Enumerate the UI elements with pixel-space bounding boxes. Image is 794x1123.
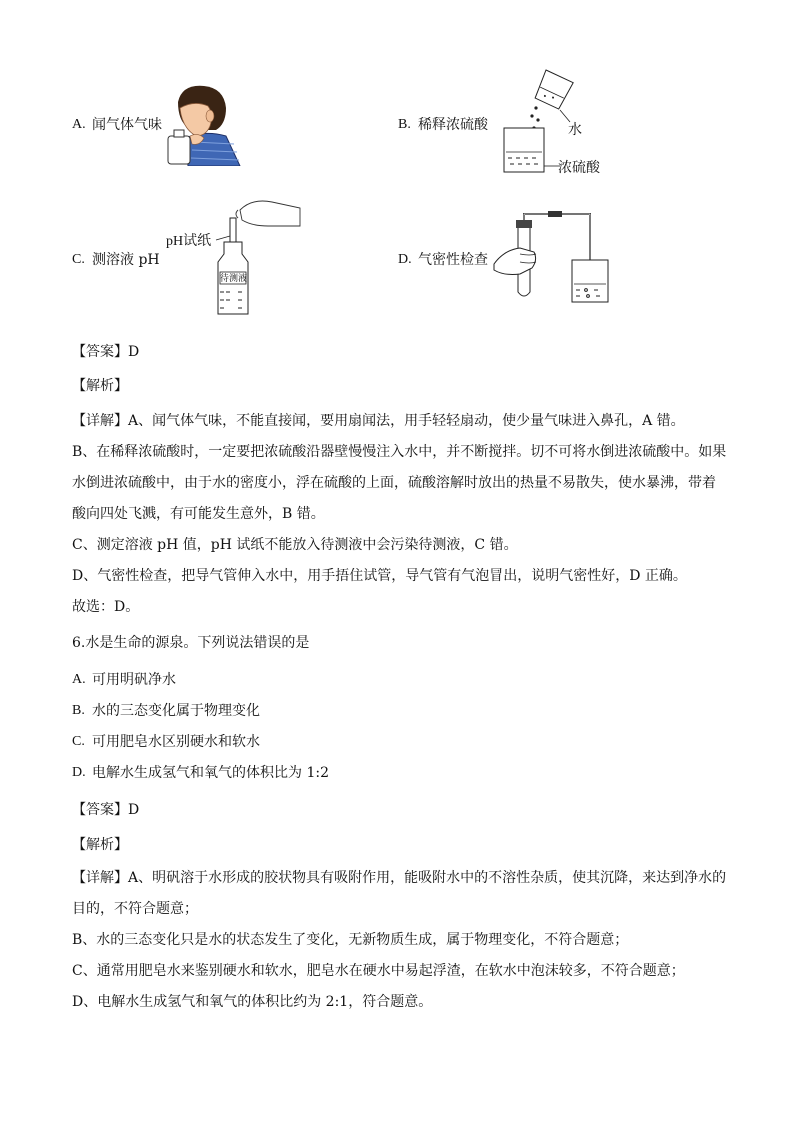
q6-option-a-text: 可用明矾净水	[92, 672, 176, 688]
q5-analysis-line: C、测定溶液 pH 值，pH 试纸不能放入待测液中会污染待测液，C 错。	[72, 537, 518, 553]
q5-analysis-line: D、气密性检查，把导气管伸入水中，用手捂住试管，导气管有气泡冒出，说明气密性好，D 正确。	[72, 568, 687, 584]
q5-option-d-letter: D.	[398, 252, 412, 267]
q6-option-b-letter: B.	[72, 703, 85, 718]
q5-option-a-letter: A.	[72, 117, 86, 132]
q6-analysis-title: 【解析】	[72, 837, 128, 853]
q5-analysis-line: 故选：D。	[72, 599, 140, 615]
q5-analysis-line: B、在稀释浓硫酸时，一定要把浓硫酸沿器壁慢慢注入水中，并不断搅拌。切不可将水倒进浓硫酸中。如果	[72, 444, 727, 460]
q6-analysis-line: 目的，不符合题意；	[72, 901, 198, 917]
q6-analysis-line: C、通常用肥皂水来鉴别硬水和软水，肥皂水在硬水中易起浮渣，在软水中泡沫较多，不符合题意；	[72, 963, 685, 979]
q5-analysis-line: 水倒进浓硫酸中，由于水的密度小，浮在硫酸的上面，硫酸溶解时放出的热量不易散失，使水暴沸，带着	[72, 475, 716, 491]
smelling-gas-figure	[164, 80, 244, 166]
water-label: 水	[568, 122, 582, 138]
q5-option-a-label: 闻气体气味	[92, 117, 162, 133]
ph-test-figure	[212, 196, 302, 320]
airtightness-figure	[490, 208, 616, 304]
q6-option-a-letter: A.	[72, 672, 86, 687]
q5-analysis-line: 酸向四处飞溅，有可能发生意外，B 错。	[72, 506, 325, 522]
q5-analysis-title: 【解析】	[72, 378, 128, 394]
q5-option-c-letter: C.	[72, 252, 85, 267]
q5-option-c-label: 测溶液 pH	[92, 252, 160, 268]
q6-option-b-text: 水的三态变化属于物理变化	[92, 703, 260, 719]
q6-option-d-text: 电解水生成氢气和氧气的体积比为 1:2	[92, 765, 329, 781]
q6-option-c-text: 可用肥皂水区别硬水和软水	[92, 734, 260, 750]
q6-answer: 【答案】D	[72, 802, 140, 818]
q5-option-b-label: 稀释浓硫酸	[418, 117, 488, 133]
q6-analysis-line: B、水的三态变化只是水的状态发生了变化，无新物质生成，属于物理变化，不符合题意；	[72, 932, 629, 948]
q6-analysis-line: D、电解水生成氢气和氧气的体积比约为 2:1，符合题意。	[72, 994, 433, 1010]
q6-option-d-letter: D.	[72, 765, 86, 780]
ph-paper-label: pH试纸	[166, 234, 212, 249]
acid-label: 浓硫酸	[558, 160, 600, 176]
q5-option-d-label: 气密性检查	[418, 252, 488, 268]
q5-analysis-line: 【详解】A、闻气体气味，不能直接闻，要用扇闻法，用手轻轻扇动，使少量气味进入鼻孔，A 错。	[72, 413, 685, 429]
q5-answer: 【答案】D	[72, 344, 140, 360]
bottle-label: 待测液	[220, 274, 248, 284]
q6-stem: 6.水是生命的源泉。下列说法错误的是	[72, 635, 310, 651]
q6-option-c-letter: C.	[72, 734, 85, 749]
q6-analysis-line: 【详解】A、明矾溶于水形成的胶状物具有吸附作用，能吸附水中的不溶性杂质，使其沉降，来达到净水的	[72, 870, 727, 886]
q5-option-b-letter: B.	[398, 117, 411, 132]
